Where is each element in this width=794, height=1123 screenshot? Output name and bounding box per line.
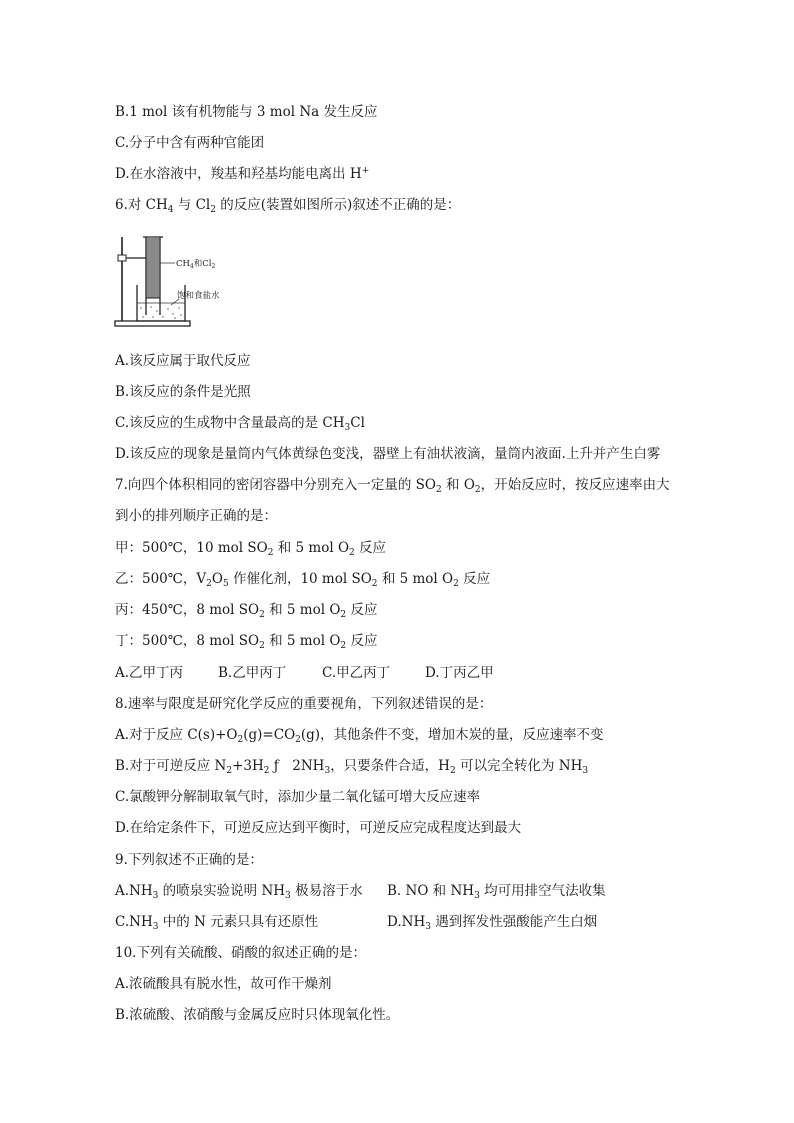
q5-option-b: B.1 mol 该有机物能与 3 mol Na 发生反应 xyxy=(115,104,378,120)
q7-condition-jia: 甲：500℃，10 mol $SO_2$ 和 5 mol $O_2$ 反应 xyxy=(115,540,387,558)
q6-option-d: D.该反应的现象是量筒内气体黄绿色变浅，器壁上有油状液滴，量筒内液面.上升并产生白雾 xyxy=(115,446,661,462)
cylinder-gas xyxy=(147,238,160,298)
label-gas: $CH_4$和$Cl_2$ xyxy=(176,259,216,270)
apparatus-diagram xyxy=(113,233,243,333)
q8-option-c: C.氯酸钾分解制取氧气时，添加少量二氧化锰可增大反应速率 xyxy=(115,789,481,805)
q7-stem-line2: 到小的排列顺序正确的是： xyxy=(115,508,277,524)
q9-option-c: $C.NH_3$ 中的 N 元素只具有还原性 xyxy=(115,914,319,932)
q6-option-c: C.该反应的生成物中含量最高的是 $CH_3Cl$ xyxy=(115,415,365,433)
q7-stem-line1: 7.向四个体积相同的密闭容器中分别充入一定量的 $SO_2$ 和 $O_2$，开始反应时，按反应速率由大 xyxy=(115,477,670,495)
q9-option-a: $A.NH_3$ 的喷泉实验说明 $NH_3$ 极易溶于水 xyxy=(115,883,363,901)
clamp-head xyxy=(118,255,126,261)
q7-option-c: C.甲乙丙丁 xyxy=(322,665,391,681)
q9-option-b: B. NO 和 $NH_3$ 均可用排空气法收集 xyxy=(387,883,606,901)
q10-stem: 10.下列有关硫酸、硝酸的叙述正确的是： xyxy=(115,945,366,961)
q6-option-b: B.该反应的条件是光照 xyxy=(115,384,251,400)
q9-stem: 9.下列叙述不正确的是： xyxy=(115,852,263,868)
q7-option-a: A.乙甲丁丙 xyxy=(115,665,184,681)
q7-condition-bing: 丙：450℃，8 mol $SO_2$ 和 5 mol $O_2$ 反应 xyxy=(115,602,378,620)
label-saline: 饱和食盐水 xyxy=(177,291,220,301)
q6-stem: 6.对 $CH_4$ 与 $Cl_2$ 的反应(装置如图所示)叙述不正确的是： xyxy=(115,197,461,215)
q7-condition-ding: 丁：500℃，8 mol $SO_2$ 和 5 mol $O_2$ 反应 xyxy=(115,633,378,651)
q8-option-d: D.在给定条件下，可逆反应达到平衡时，可逆反应完成程度达到最大 xyxy=(115,820,522,836)
q5-option-d: D.在水溶液中，羧基和羟基均能电离出 H+ xyxy=(115,166,370,182)
q5-option-c: C.分子中含有两种官能团 xyxy=(115,135,265,151)
stand-base xyxy=(115,321,190,326)
saline-water xyxy=(137,303,185,319)
q9-option-d: $D.NH_3$ 遇到挥发性强酸能产生白烟 xyxy=(387,914,598,932)
q10-option-a: A.浓硫酸具有脱水性，故可作干燥剂 xyxy=(115,976,332,992)
q7-option-b: B.乙甲丙丁 xyxy=(218,665,287,681)
q7-condition-yi: 乙：500℃，$V_2O_5$ 作催化剂，10 mol $SO_2$ 和 5 mol $O_2$ 反应 xyxy=(115,571,491,589)
q8-option-a: A.对于反应 $C(s)+O_2(g)=CO_2(g)$，其他条件不变，增加木炭的量，反应速率不变 xyxy=(115,727,604,745)
q7-option-d: D.丁丙乙甲 xyxy=(425,665,494,681)
q6-option-a: A.该反应属于取代反应 xyxy=(115,353,251,369)
q8-option-b: B.对于可逆反应 $N_2+3H_2$ ƒ $2NH_3$，只要条件合适，$H_2$ 可以完全转化为 $NH_3$ xyxy=(115,758,589,776)
q10-option-b: B.浓硫酸、浓硝酸与金属反应时只体现氧化性。 xyxy=(115,1007,400,1023)
q8-stem: 8.速率与限度是研究化学反应的重要视角，下列叙述错误的是： xyxy=(115,696,493,712)
